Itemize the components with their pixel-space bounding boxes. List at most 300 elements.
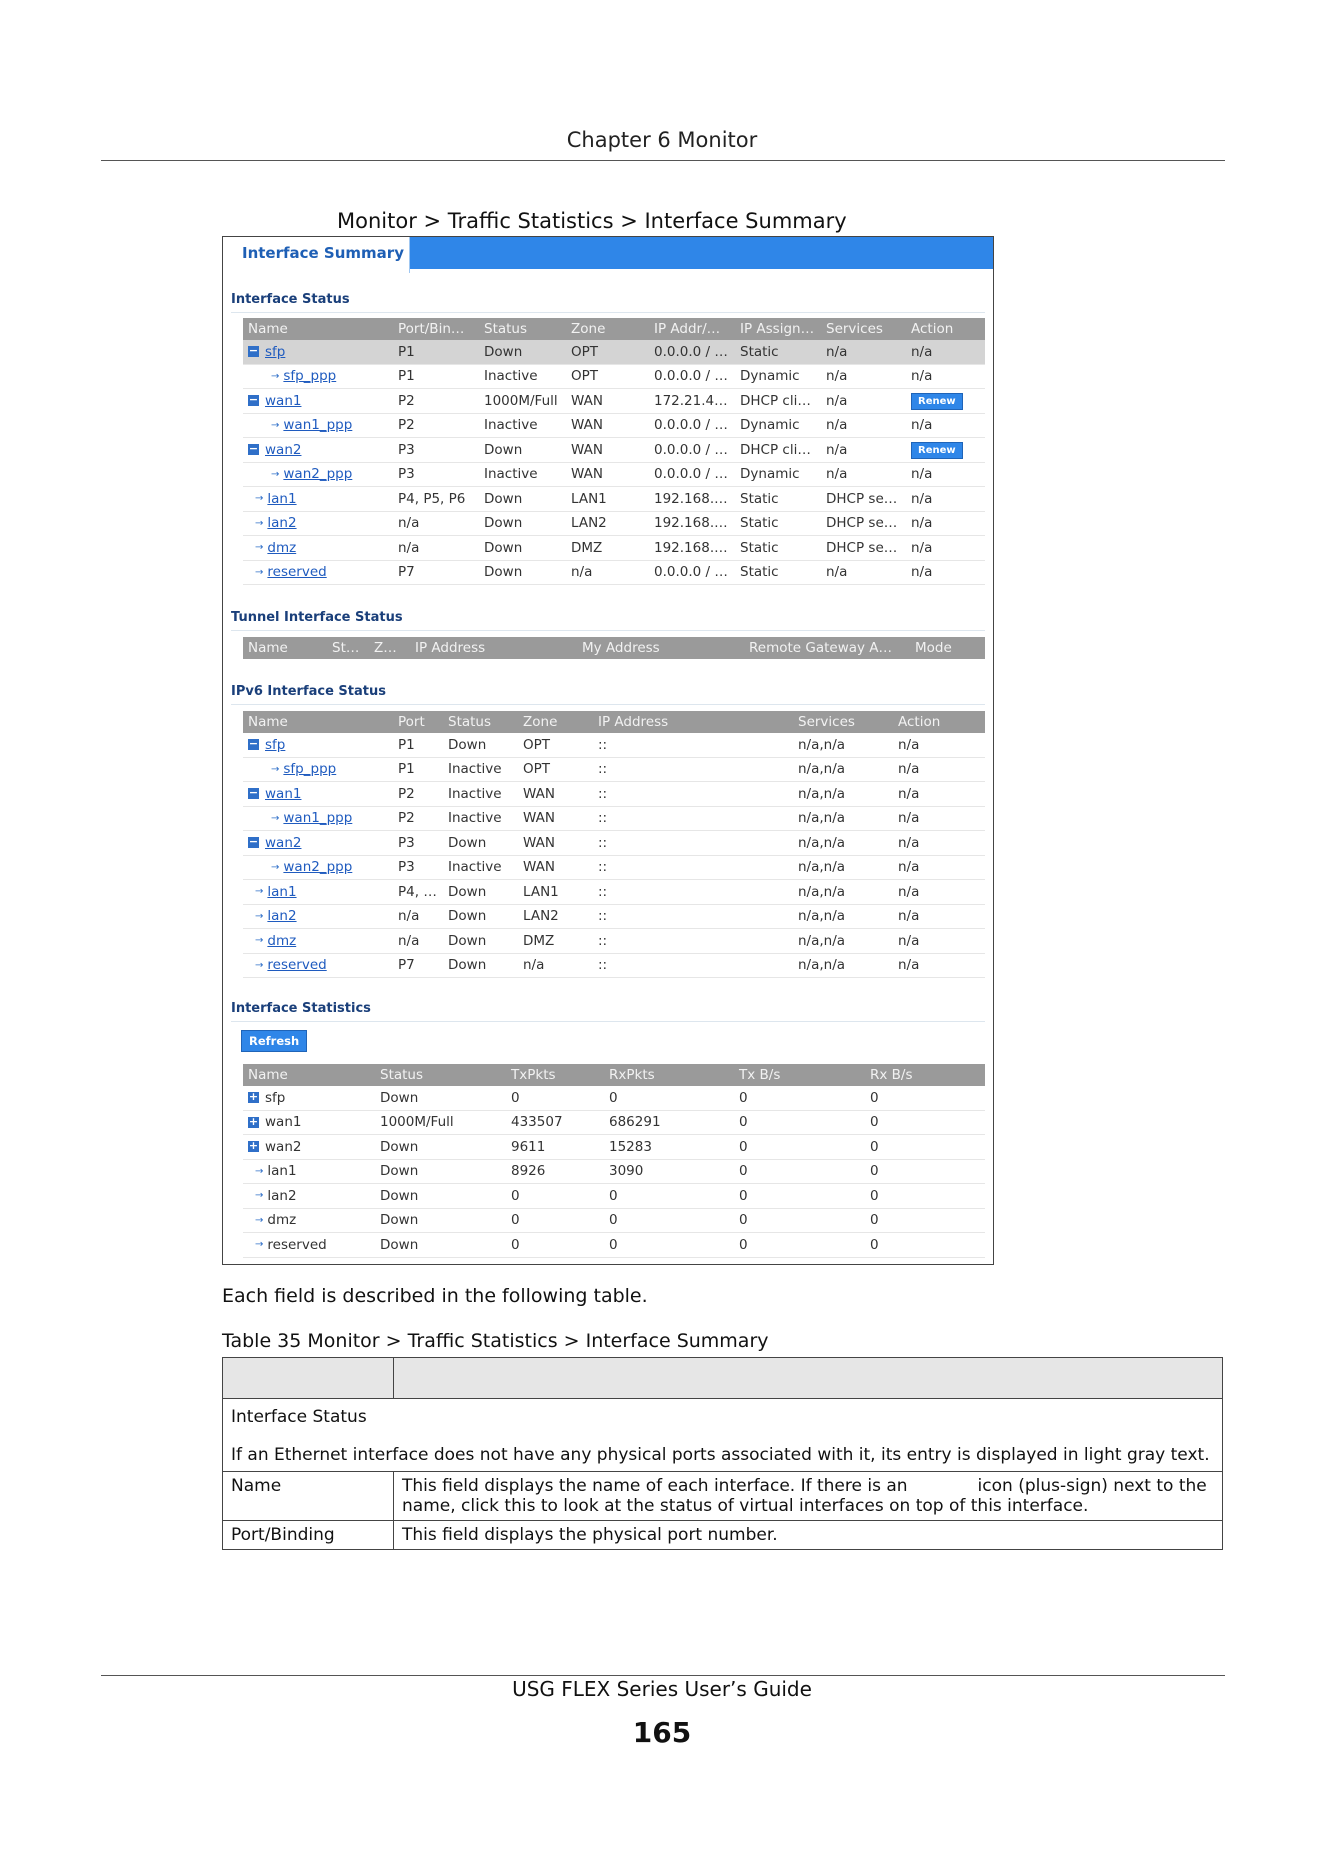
field-description: This field displays the physical port number.: [394, 1521, 1223, 1550]
zone-cell: DMZ: [566, 536, 649, 561]
if-col-1[interactable]: Port/Bin…: [393, 318, 479, 340]
interface-name[interactable]: reserved: [267, 564, 327, 581]
txbps-cell: 0: [734, 1233, 865, 1258]
renew-button[interactable]: Renew: [911, 442, 963, 459]
interface-name[interactable]: dmz: [267, 539, 297, 556]
status-cell: Down: [479, 560, 566, 585]
zone-cell: WAN: [566, 462, 649, 487]
arrow-icon: →: [255, 566, 264, 578]
v6-col-1[interactable]: Port: [393, 711, 443, 733]
name-cell: [243, 1086, 375, 1110]
table-row[interactable]: [243, 1184, 985, 1209]
tun-col-1[interactable]: St…: [327, 637, 369, 659]
services-cell: n/a: [821, 389, 906, 414]
interface-name[interactable]: wan2_ppp: [283, 466, 353, 483]
zone-cell: WAN: [518, 855, 593, 880]
ip-cell: ::: [593, 782, 793, 807]
interface-name[interactable]: wan1_ppp: [283, 417, 353, 434]
zone-cell: n/a: [518, 953, 593, 978]
interface-status-table: [243, 318, 985, 585]
interface-name[interactable]: wan2: [265, 834, 302, 851]
ip-cell: ::: [593, 855, 793, 880]
interface-name[interactable]: sfp: [265, 736, 286, 753]
action-cell: n/a: [893, 880, 985, 905]
zone-cell: WAN: [518, 806, 593, 831]
status-cell: Down: [375, 1135, 506, 1160]
txpkts-cell: 0: [506, 1184, 604, 1209]
if-col-7[interactable]: Action: [906, 318, 985, 340]
arrow-icon: →: [255, 959, 264, 971]
action-cell: n/a: [893, 855, 985, 880]
status-cell: Inactive: [443, 757, 518, 782]
table-row[interactable]: [243, 782, 985, 807]
services-cell: DHCP se…: [821, 511, 906, 536]
assign-cell: DHCP cli…: [735, 389, 821, 414]
tun-col-6[interactable]: Mode: [910, 637, 985, 659]
figure-caption: Monitor > Traffic Statistics > Interface Summary: [337, 209, 847, 233]
status-cell: Down: [479, 487, 566, 512]
page-number: 165: [632, 1716, 692, 1749]
status-cell: Down: [443, 880, 518, 905]
chapter-header: Chapter 6 Monitor: [566, 128, 758, 152]
status-cell: Down: [375, 1159, 506, 1184]
arrow-icon: →: [255, 493, 264, 505]
port-cell: P3: [393, 831, 443, 856]
table-section-row: [223, 1399, 1223, 1472]
status-cell: Down: [375, 1184, 506, 1209]
port-cell: P1: [393, 364, 479, 389]
arrow-icon: →: [255, 886, 264, 898]
port-cell: P4, …: [393, 880, 443, 905]
collapse-icon[interactable]: −: [248, 442, 259, 456]
assign-cell: Static: [735, 536, 821, 561]
ip-cell: ::: [593, 929, 793, 954]
zone-cell: WAN: [518, 831, 593, 856]
table-row[interactable]: [243, 413, 985, 438]
table-row[interactable]: [243, 929, 985, 954]
action-cell: n/a: [906, 536, 985, 561]
port-cell: P3: [393, 462, 479, 487]
section-note: If an Ethernet interface does not have any physical ports associated with it, its entry is displayed in light gray text.: [231, 1445, 1210, 1465]
txpkts-cell: 8926: [506, 1159, 604, 1184]
ip-cell: 0.0.0.0 / …: [649, 413, 735, 438]
section-interface-status: Interface Status: [231, 292, 985, 313]
assign-cell: Dynamic: [735, 413, 821, 438]
action-cell: n/a: [893, 831, 985, 856]
interface-name[interactable]: lan1: [267, 490, 297, 507]
collapse-icon[interactable]: −: [248, 835, 259, 849]
if-col-0[interactable]: Name: [243, 318, 393, 340]
status-cell: Down: [443, 929, 518, 954]
table-row[interactable]: [243, 1208, 985, 1233]
action-cell: n/a: [893, 733, 985, 757]
action-cell: n/a: [906, 511, 985, 536]
rxpkts-cell: 0: [604, 1184, 734, 1209]
services-cell: n/a: [821, 413, 906, 438]
v6-col-2[interactable]: Status: [443, 711, 518, 733]
tunnel-status-table: [243, 637, 985, 659]
zone-cell: LAN2: [566, 511, 649, 536]
status-cell: Inactive: [443, 782, 518, 807]
name-cell: [243, 757, 393, 782]
v6-col-3[interactable]: Zone: [518, 711, 593, 733]
interface-name[interactable]: wan1: [265, 392, 302, 409]
zone-cell: WAN: [518, 782, 593, 807]
arrow-icon: →: [255, 517, 264, 529]
status-cell: Down: [443, 733, 518, 757]
st-col-5[interactable]: Rx B/s: [865, 1064, 985, 1086]
collapse-icon[interactable]: −: [248, 737, 259, 751]
section-interface-statistics: Interface Statistics: [231, 1001, 985, 1022]
ip-cell: ::: [593, 806, 793, 831]
services-cell: n/a,n/a: [793, 880, 893, 905]
status-cell: Down: [443, 904, 518, 929]
assign-cell: Static: [735, 487, 821, 512]
interface-name[interactable]: reserved: [267, 957, 327, 974]
zone-cell: DMZ: [518, 929, 593, 954]
tunnel-status-header: [243, 637, 985, 659]
interface-name: lan1: [267, 1163, 297, 1180]
services-cell: n/a: [821, 560, 906, 585]
txpkts-cell: 9611: [506, 1135, 604, 1160]
action-cell: n/a: [893, 782, 985, 807]
txpkts-cell: 433507: [506, 1110, 604, 1135]
expand-icon[interactable]: +: [248, 1114, 259, 1128]
if-col-3[interactable]: Zone: [566, 318, 649, 340]
zone-cell: OPT: [518, 733, 593, 757]
table-row[interactable]: [243, 880, 985, 905]
ip-cell: 172.21.4…: [649, 389, 735, 414]
table-row[interactable]: [243, 1135, 985, 1160]
interface-status-header: [243, 318, 985, 340]
action-cell: n/a: [893, 757, 985, 782]
zone-cell: LAN1: [518, 880, 593, 905]
v6-col-4[interactable]: IP Address: [593, 711, 793, 733]
arrow-icon: →: [271, 370, 280, 382]
name-cell: [243, 782, 393, 807]
arrow-icon: →: [271, 763, 280, 775]
action-cell: n/a: [893, 806, 985, 831]
st-col-3[interactable]: RxPkts: [604, 1064, 734, 1086]
name-cell: [243, 1110, 375, 1135]
port-cell: n/a: [393, 929, 443, 954]
table-caption: Table 35 Monitor > Traffic Statistics > Interface Summary: [222, 1330, 769, 1352]
rxbps-cell: 0: [865, 1086, 985, 1110]
assign-cell: Static: [735, 340, 821, 364]
status-cell: Inactive: [479, 364, 566, 389]
zone-cell: WAN: [566, 413, 649, 438]
rxbps-cell: 0: [865, 1110, 985, 1135]
st-col-4[interactable]: Tx B/s: [734, 1064, 865, 1086]
table-row[interactable]: [243, 462, 985, 487]
interface-name[interactable]: wan1_ppp: [283, 810, 353, 827]
table-header-row: [223, 1358, 1223, 1399]
assign-cell: Dynamic: [735, 364, 821, 389]
status-cell: Down: [443, 953, 518, 978]
status-cell: 1000M/Full: [479, 389, 566, 414]
zone-cell: WAN: [566, 438, 649, 463]
action-cell: n/a: [906, 340, 985, 364]
section-ipv6-status: IPv6 Interface Status: [231, 684, 985, 705]
name-cell: [243, 1159, 375, 1184]
zone-cell: OPT: [518, 757, 593, 782]
name-cell: [243, 438, 393, 463]
interface-name[interactable]: sfp_ppp: [283, 761, 337, 778]
ip-cell: 192.168.…: [649, 487, 735, 512]
rxbps-cell: 0: [865, 1184, 985, 1209]
services-cell: DHCP se…: [821, 536, 906, 561]
body-intro-text: Each field is described in the following table.: [222, 1285, 648, 1307]
status-cell: Down: [443, 831, 518, 856]
rxbps-cell: 0: [865, 1135, 985, 1160]
port-cell: P2: [393, 413, 479, 438]
table-row[interactable]: [243, 904, 985, 929]
v6-col-0[interactable]: Name: [243, 711, 393, 733]
if-col-2[interactable]: Status: [479, 318, 566, 340]
status-cell: Down: [375, 1233, 506, 1258]
rxpkts-cell: 0: [604, 1233, 734, 1258]
name-cell: [243, 511, 393, 536]
services-cell: n/a,n/a: [793, 733, 893, 757]
status-cell: Inactive: [479, 462, 566, 487]
table-row[interactable]: [243, 757, 985, 782]
name-cell: [243, 389, 393, 414]
table-row[interactable]: [243, 560, 985, 585]
action-cell: n/a: [906, 462, 985, 487]
expand-icon[interactable]: +: [248, 1090, 259, 1104]
interface-statistics-header: [243, 1064, 985, 1086]
rxbps-cell: 0: [865, 1208, 985, 1233]
rxpkts-cell: 0: [604, 1086, 734, 1110]
status-cell: Down: [375, 1086, 506, 1110]
port-cell: P2: [393, 389, 479, 414]
arrow-icon: →: [271, 861, 280, 873]
interface-name[interactable]: lan1: [267, 883, 297, 900]
table-row[interactable]: [243, 1159, 985, 1184]
txbps-cell: 0: [734, 1159, 865, 1184]
arrow-icon: →: [255, 542, 264, 554]
port-cell: n/a: [393, 904, 443, 929]
status-cell: Inactive: [479, 413, 566, 438]
interface-summary-panel: [222, 236, 994, 1265]
footer-rule: [101, 1675, 1225, 1676]
table-row[interactable]: [243, 438, 985, 463]
st-col-0[interactable]: Name: [243, 1064, 375, 1086]
table-row[interactable]: [243, 1233, 985, 1258]
status-cell: Down: [479, 511, 566, 536]
field-label: Name: [223, 1472, 394, 1521]
rxpkts-cell: 15283: [604, 1135, 734, 1160]
interface-statistics-table: [243, 1064, 985, 1258]
name-cell: [243, 1135, 375, 1160]
table-row[interactable]: [243, 536, 985, 561]
port-cell: P7: [393, 560, 479, 585]
table-row[interactable]: [243, 733, 985, 757]
name-cell: [243, 462, 393, 487]
zone-cell: LAN2: [518, 904, 593, 929]
action-cell: n/a: [906, 413, 985, 438]
services-cell: n/a,n/a: [793, 904, 893, 929]
field-description: This field displays the name of each interface. If there is an icon (plus-sign) next to the name, click this to look at the status of virtual interfaces on top of this interface.: [394, 1472, 1223, 1521]
services-cell: n/a,n/a: [793, 831, 893, 856]
interface-name[interactable]: wan1: [265, 785, 302, 802]
tun-col-3[interactable]: IP Address: [410, 637, 577, 659]
st-col-1[interactable]: Status: [375, 1064, 506, 1086]
ip-cell: ::: [593, 904, 793, 929]
table-row[interactable]: [243, 806, 985, 831]
port-cell: P1: [393, 340, 479, 364]
status-cell: 1000M/Full: [375, 1110, 506, 1135]
arrow-icon: →: [271, 468, 280, 480]
status-cell: Down: [479, 340, 566, 364]
collapse-icon[interactable]: −: [248, 393, 259, 407]
collapse-icon[interactable]: −: [248, 786, 259, 800]
name-cell: [243, 413, 393, 438]
action-cell: n/a: [906, 560, 985, 585]
services-cell: n/a,n/a: [793, 855, 893, 880]
ip-cell: ::: [593, 733, 793, 757]
table-row[interactable]: [243, 1110, 985, 1135]
interface-name[interactable]: sfp_ppp: [283, 368, 337, 385]
action-cell: n/a: [893, 929, 985, 954]
name-cell: [243, 733, 393, 757]
name-cell: [243, 487, 393, 512]
name-cell: [243, 929, 393, 954]
action-cell: n/a: [893, 953, 985, 978]
table-row[interactable]: [243, 855, 985, 880]
zone-cell: OPT: [566, 340, 649, 364]
table-row[interactable]: [243, 487, 985, 512]
interface-name[interactable]: lan2: [267, 515, 297, 532]
port-cell: n/a: [393, 511, 479, 536]
action-cell: n/a: [906, 487, 985, 512]
txbps-cell: 0: [734, 1184, 865, 1209]
table-row[interactable]: [243, 340, 985, 364]
zone-cell: OPT: [566, 364, 649, 389]
name-cell: [243, 953, 393, 978]
services-cell: n/a: [821, 340, 906, 364]
interface-name[interactable]: sfp: [265, 343, 286, 360]
section-title: Interface Status: [231, 1407, 367, 1427]
tun-col-2[interactable]: Z…: [369, 637, 410, 659]
name-cell: [243, 364, 393, 389]
rxpkts-cell: 686291: [604, 1110, 734, 1135]
expand-icon[interactable]: +: [248, 1139, 259, 1153]
txpkts-cell: 0: [506, 1208, 604, 1233]
name-cell: [243, 1208, 375, 1233]
action-cell: n/a: [906, 364, 985, 389]
if-col-6[interactable]: Services: [821, 318, 906, 340]
tun-col-5[interactable]: Remote Gateway A…: [744, 637, 910, 659]
name-cell: [243, 536, 393, 561]
port-cell: P2: [393, 782, 443, 807]
tab-interface-summary[interactable]: [223, 237, 410, 273]
action-cell: [906, 438, 985, 463]
arrow-icon: →: [271, 419, 280, 431]
arrow-icon: →: [255, 1190, 264, 1202]
txbps-cell: 0: [734, 1208, 865, 1233]
name-cell: [243, 340, 393, 364]
services-cell: n/a,n/a: [793, 806, 893, 831]
status-cell: Down: [479, 438, 566, 463]
arrow-icon: →: [271, 812, 280, 824]
rxpkts-cell: 3090: [604, 1159, 734, 1184]
tun-col-0[interactable]: Name: [243, 637, 327, 659]
v6-col-5[interactable]: Services: [793, 711, 893, 733]
rxbps-cell: 0: [865, 1159, 985, 1184]
tun-col-4[interactable]: My Address: [577, 637, 744, 659]
st-col-2[interactable]: TxPkts: [506, 1064, 604, 1086]
table-row[interactable]: [243, 953, 985, 978]
collapse-icon[interactable]: −: [248, 344, 259, 358]
table-row[interactable]: [243, 389, 985, 414]
arrow-icon: →: [255, 935, 264, 947]
interface-name: dmz: [267, 1212, 297, 1229]
status-cell: Inactive: [443, 855, 518, 880]
services-cell: n/a,n/a: [793, 953, 893, 978]
port-cell: P3: [393, 855, 443, 880]
services-cell: n/a: [821, 364, 906, 389]
assign-cell: Static: [735, 560, 821, 585]
zone-cell: LAN1: [566, 487, 649, 512]
ip-cell: 192.168.…: [649, 536, 735, 561]
if-col-5[interactable]: IP Assign…: [735, 318, 821, 340]
port-cell: P3: [393, 438, 479, 463]
port-cell: P2: [393, 806, 443, 831]
v6-col-6[interactable]: Action: [893, 711, 985, 733]
ip-cell: 0.0.0.0 / …: [649, 364, 735, 389]
services-cell: n/a,n/a: [793, 757, 893, 782]
txbps-cell: 0: [734, 1086, 865, 1110]
table-row[interactable]: [243, 364, 985, 389]
services-cell: n/a: [821, 438, 906, 463]
status-cell: Inactive: [443, 806, 518, 831]
rxpkts-cell: 0: [604, 1208, 734, 1233]
port-cell: P1: [393, 757, 443, 782]
assign-cell: Dynamic: [735, 462, 821, 487]
interface-name: lan2: [267, 1187, 297, 1204]
name-cell: [243, 880, 393, 905]
interface-name[interactable]: wan2: [265, 441, 302, 458]
refresh-button[interactable]: Refresh: [241, 1030, 307, 1052]
name-cell: [243, 855, 393, 880]
txbps-cell: 0: [734, 1110, 865, 1135]
ipv6-status-table: [243, 711, 985, 978]
interface-name[interactable]: dmz: [267, 932, 297, 949]
port-cell: P1: [393, 733, 443, 757]
zone-cell: n/a: [566, 560, 649, 585]
ip-cell: 0.0.0.0 / …: [649, 438, 735, 463]
field-description-table: [222, 1357, 1223, 1550]
table-row[interactable]: [243, 511, 985, 536]
ip-cell: ::: [593, 953, 793, 978]
if-col-4[interactable]: IP Addr/…: [649, 318, 735, 340]
tab-label: Interface Summary: [242, 244, 404, 262]
services-cell: n/a,n/a: [793, 929, 893, 954]
ip-cell: ::: [593, 831, 793, 856]
interface-name[interactable]: lan2: [267, 908, 297, 925]
ipv6-status-header: [243, 711, 985, 733]
table-row[interactable]: [243, 831, 985, 856]
txbps-cell: 0: [734, 1135, 865, 1160]
interface-name[interactable]: wan2_ppp: [283, 859, 353, 876]
table-row[interactable]: [243, 1086, 985, 1110]
ip-cell: 192.168.…: [649, 511, 735, 536]
port-cell: P4, P5, P6: [393, 487, 479, 512]
renew-button[interactable]: Renew: [911, 393, 963, 410]
name-cell: [243, 1233, 375, 1258]
interface-name: wan2: [265, 1138, 302, 1155]
